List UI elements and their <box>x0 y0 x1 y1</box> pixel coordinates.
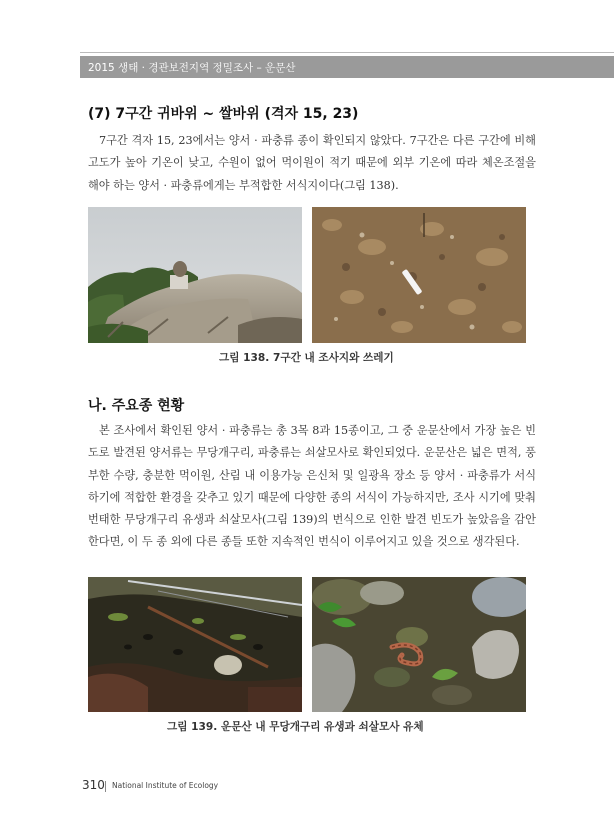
figure-138-caption: 그림 138. 7구간 내 조사지와 쓰레기 <box>219 352 394 364</box>
figure-139-caption: 그림 139. 운문산 내 무당개구리 유생과 쇠살모사 유체 <box>167 721 424 733</box>
section-7-paragraph-text: 7구간 격자 15, 23에서는 양서 · 파충류 종이 확인되지 않았다. 7구간은 다른 구간에 비해 고도가 높아 기온이 낮고, 수원이 없어 먹이원이 적기 때문에 외부 기온에 따라 체온조절을 해야 하는 양서 · 파충류에게는 부적합한 서식지이다(그림 138). <box>88 134 536 192</box>
header-rule <box>80 52 614 53</box>
running-header-title: 2015 생태 · 경관보전지역 정밀조사 – 운문산 <box>88 62 296 74</box>
section-7-title: (7) 7구간 귀바위 ~ 쌀바위 (격자 15, 23) <box>88 106 359 122</box>
figure-139-photo-viper <box>312 577 526 712</box>
figure-138-photo-summit <box>88 207 302 343</box>
section-na-title: 나. 주요종 현황 <box>88 398 185 414</box>
figure-139-photo-tadpoles <box>88 577 302 712</box>
page-number: 310 <box>82 778 105 792</box>
section-na-paragraph-text: 본 조사에서 확인된 양서 · 파충류는 총 3목 8과 15종이고, 그 중 운문산에서 가장 높은 빈도로 발견된 양서류는 무당개구리, 파충류는 쇠살모사로 확인되었다. 운문산은 넓은 면적, 풍부한 수량, 충분한 먹이원, 산림 내 이용가능 은신처 및 일광욕 장소 등 양서 · 파충류가 서식하기에 적합한 환경을 갖추고 있기 때문에 다양한 종의 서식이 가능하지만, 조사 시기에 맞춰 번태한 무당개구리 유생과 쇠살모사(그림 139)의 번식으로 인한 발견 빈도가 높았음을 감안한다면, 이 두 종 외에 다른 종들 또한 지속적인 번식이 이루어지고 있을 것으로 생각된다. <box>88 424 536 549</box>
footer-publisher: National Institute of Ecology <box>112 781 219 790</box>
footer-separator <box>105 781 106 792</box>
section-7-paragraph <box>88 130 536 197</box>
section-na-paragraph <box>88 420 536 554</box>
figure-138-photo-litter <box>312 207 526 343</box>
